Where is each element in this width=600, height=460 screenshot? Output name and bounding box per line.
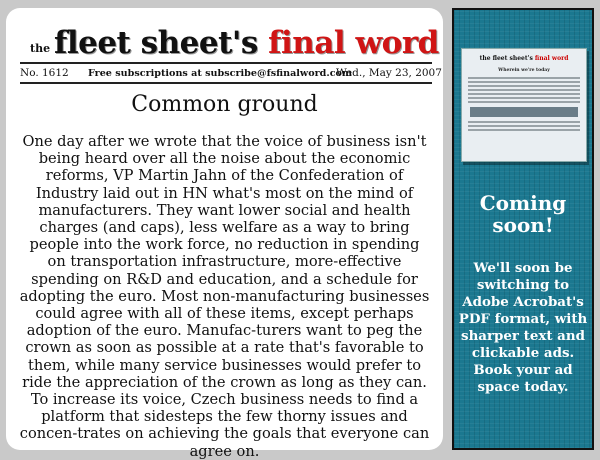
thumbnail-masthead [462, 55, 586, 62]
thumbnail-masthead-red: final word [534, 55, 569, 62]
thumbnail-photo [470, 107, 578, 117]
issue-date: Wed., May 23, 2007 [336, 67, 442, 79]
ad-banner[interactable] [452, 8, 594, 450]
masthead-name-black: fleet sheet's [54, 25, 258, 61]
thumbnail-text-lines [468, 77, 580, 103]
article-headline: Common ground [131, 92, 318, 117]
newsletter-page [6, 8, 443, 460]
ad-title: Coming soon! [479, 191, 567, 237]
ad-text: We'll soon be switching to Adobe Acrobat's PDF format, with sharper text and clickable ads. Book your ad space today. [458, 260, 588, 395]
masthead-rule-top [20, 62, 432, 64]
thumbnail-masthead-black: the fleet sheet's [479, 55, 533, 62]
thumbnail-headline: Wherein we're today [498, 68, 550, 73]
masthead-prefix: the [30, 42, 51, 55]
masthead-title [54, 25, 439, 61]
article-body: One day after we wrote that the voice of business isn't being heard over all the noise about the economic reforms, VP Martin Jahn of the Confederation of Industry laid out in HN what's most on the mind of manufacturers. They want lower social and health charges (and caps), less welfare as a way to bring people into the work force, no reduction in spending on transportation infrastructure, more-effective spending on R&D and education, and a schedule for adopting the euro. Most non-manufacturing businesses could agree with all of these items, except perhaps adoption of the euro. Manufac-turers want to peg the crown as soon as possible at a rate that's favorable to them, while many service businesses would prefer to ride the appreciation of the crown as long as they can. To increase its voice, Czech business needs to find a platform that sidesteps the few thorny issues and concen-trates on achieving the goals that everyone can agree on. [19, 133, 430, 460]
issue-number: No. 1612 [20, 67, 69, 79]
subscription-info: Free subscriptions at subscribe@fsfinalword.com [88, 68, 353, 79]
masthead-logo [26, 22, 439, 64]
masthead-name-red: final word [268, 25, 439, 61]
pdf-preview-thumbnail [461, 48, 587, 162]
masthead-rule-bottom [20, 82, 432, 84]
thumbnail-text-lines-bottom [468, 121, 580, 131]
